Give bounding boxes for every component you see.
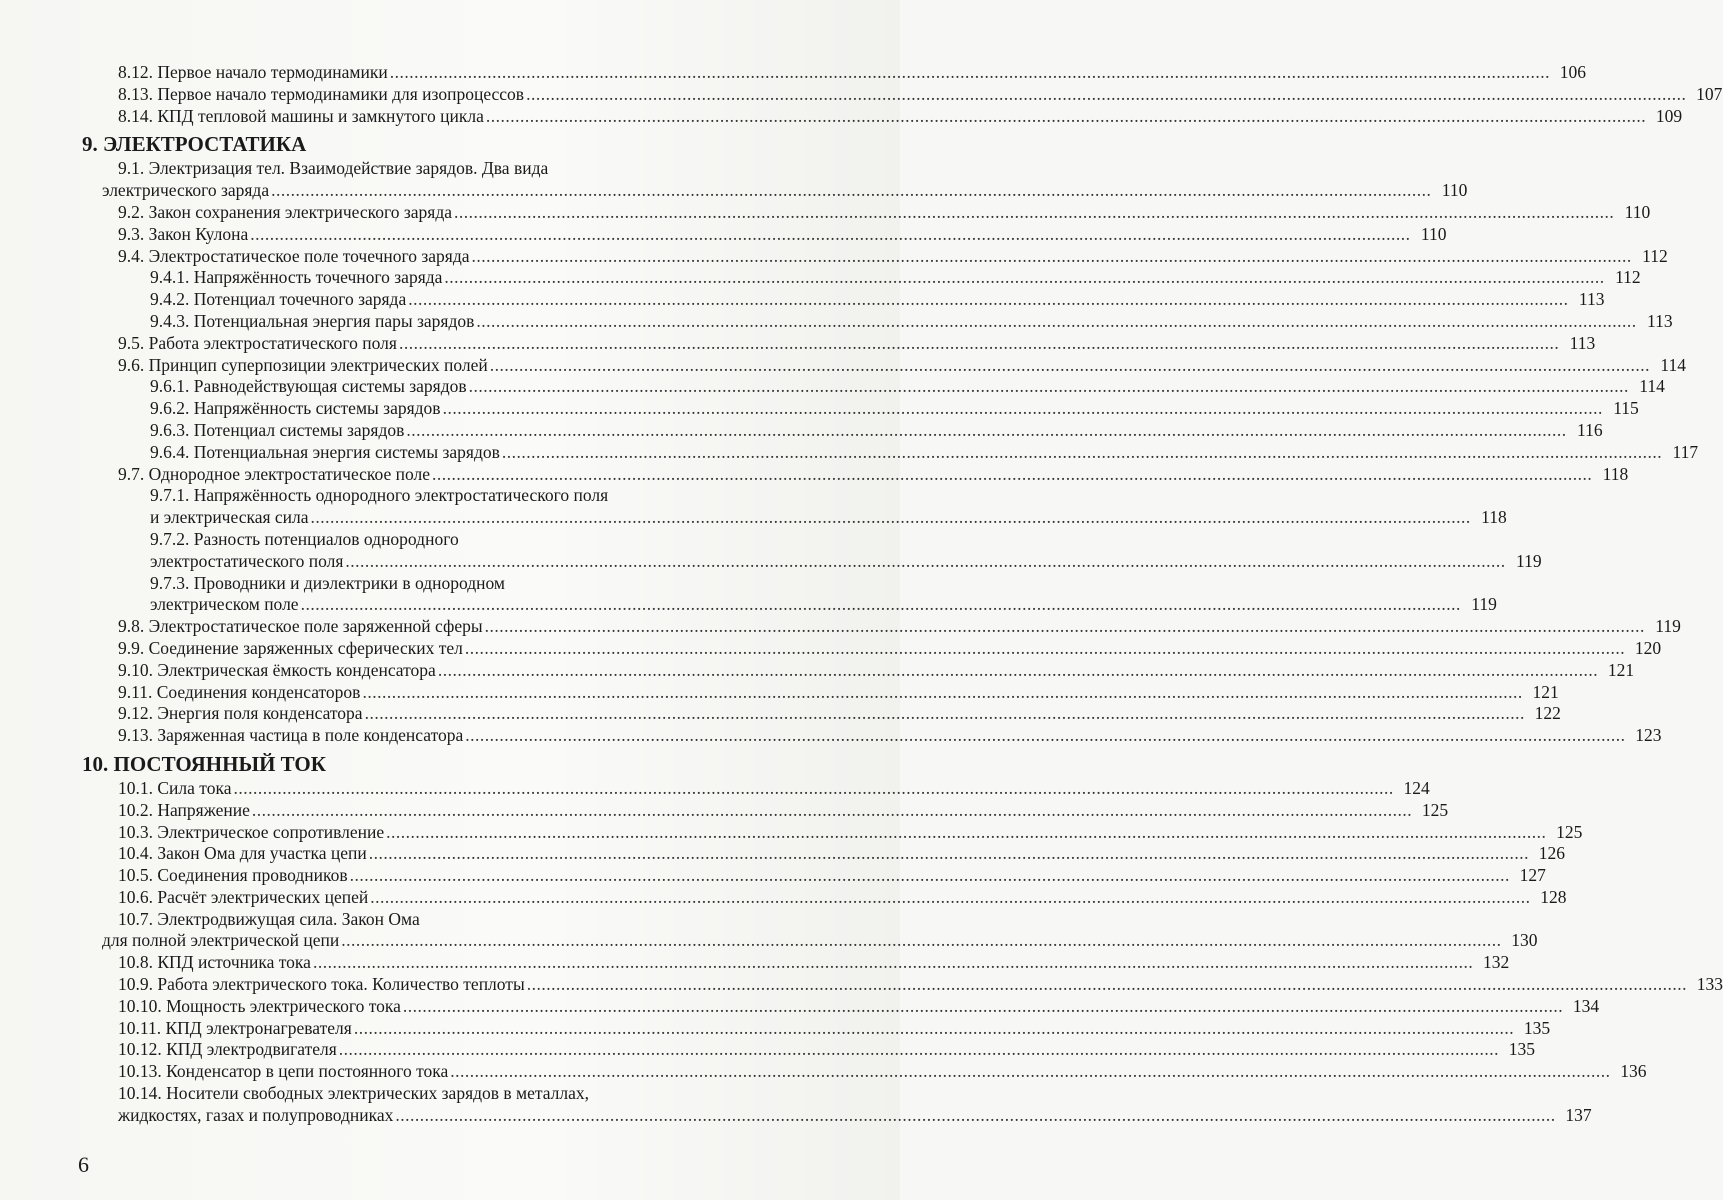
toc-entry: 9.8. Электростатическое поле заряженной сферы ..... 119	[0, 616, 978, 638]
page-ref: 112	[1615, 267, 1641, 288]
page-ref: 107	[1696, 83, 1723, 104]
toc-entry: 8.13. Первое начало термодинамики для изопроцессов ..... 107	[0, 84, 978, 106]
page-ref: 135	[1523, 1017, 1551, 1038]
toc-entry: 10.11. КПД электронагревателя ..... 135	[0, 1018, 978, 1040]
page-ref: 113	[1578, 289, 1605, 310]
page-ref: 118	[1481, 507, 1507, 528]
toc-entry: электрического заряда ..... 110	[0, 180, 962, 202]
toc-entry: 9.11. Соединения конденсаторов ..... 121	[0, 682, 978, 704]
page-ref: 109	[1655, 105, 1683, 126]
toc-entry-line: 10.14. Носители свободных электрических зарядов в металлах,	[118, 1083, 590, 1104]
page-ref: 116	[1577, 419, 1603, 440]
page-ref: 123	[1635, 725, 1662, 746]
page-ref: 128	[1540, 886, 1567, 907]
toc-subentry-line: 9.7.2. Разность потенциалов однородного	[150, 528, 459, 549]
page-ref: 110	[1420, 223, 1447, 244]
page-ref: 121	[1532, 681, 1559, 702]
toc-entry: 10.4. Закон Ома для участка цепи ..... 126	[0, 843, 978, 865]
page-ref: 132	[1482, 952, 1510, 973]
toc-entry-line: 10.7. Электродвижущая сила. Закон Ома	[118, 908, 420, 929]
page-ref: 110	[1624, 201, 1651, 222]
page-ref: 115	[1613, 398, 1639, 419]
toc-entry: 8.12. Первое начало термодинамики ..... 106	[0, 62, 978, 84]
page-ref: 114	[1660, 354, 1686, 375]
page-ref: 124	[1403, 777, 1430, 798]
toc-entry: 9.9. Соединение заряженных сферических тел ..... 120	[0, 638, 978, 660]
toc-entry: 10.13. Конденсатор в цепи постоянного тока ..... 136	[0, 1061, 978, 1083]
toc-subentry: электрическом поле ..... 119	[0, 594, 1010, 616]
toc-subentry: и электрическая сила ..... 118	[0, 507, 1010, 529]
toc-subentry: 9.4.3. Потенциальная энергия пары зарядов ..... 113	[0, 311, 1010, 333]
page-ref: 110	[1441, 180, 1468, 201]
page-ref: 118	[1602, 463, 1629, 484]
toc-subentry: 9.6.2. Напряжённость системы зарядов ..... 115	[0, 398, 1010, 420]
toc-entry: 9.12. Энергия поля конденсатора ..... 122	[0, 703, 978, 725]
page-ref: 114	[1639, 376, 1665, 397]
page-ref: 119	[1471, 594, 1497, 615]
toc-entry: 9.3. Закон Кулона ..... 110	[0, 224, 978, 246]
page-ref: 127	[1519, 865, 1546, 886]
toc-entry: 10.6. Расчёт электрических цепей ..... 128	[0, 887, 978, 909]
toc-subentry: 9.6.4. Потенциальная энергия системы зарядов ..... 117	[0, 442, 1010, 464]
toc-entry: 9.2. Закон сохранения электрического заряда ..... 110	[0, 202, 978, 224]
toc-entry-line: 9.1. Электризация тел. Взаимодействие зарядов. Два вида	[118, 158, 549, 179]
toc-entry: 9.7. Однородное электростатическое поле ..... 118	[0, 464, 978, 486]
toc-entry: 10.1. Сила тока ..... 124	[0, 778, 978, 800]
page-ref: 134	[1572, 995, 1600, 1016]
toc-entry: 10.2. Напряжение ..... 125	[0, 800, 978, 822]
page-ref: 117	[1672, 441, 1699, 462]
page-ref: 136	[1620, 1061, 1647, 1082]
toc-entry: 9.6. Принцип суперпозиции электрических полей ..... 114	[0, 355, 978, 377]
toc-entry: жидкостях, газах и полупроводниках ..... 137	[0, 1105, 978, 1127]
page-ref: 119	[1516, 550, 1542, 571]
toc-entry: 10.3. Электрическое сопротивление ..... 125	[0, 822, 978, 844]
section-heading-9: 9. ЭЛЕКТРОСТАТИКА	[82, 132, 307, 157]
toc-entry: 10.5. Соединения проводников ..... 127	[0, 865, 978, 887]
page-ref: 130	[1511, 930, 1538, 951]
page-ref: 113	[1647, 310, 1673, 331]
toc-entry: 10.10. Мощность электрического тока ..... 134	[0, 996, 978, 1018]
page-ref: 122	[1534, 703, 1561, 724]
toc-entry: 8.14. КПД тепловой машины и замкнутого цикла ..... 109	[0, 106, 978, 128]
page-ref: 125	[1421, 799, 1449, 820]
page-ref: 135	[1508, 1039, 1536, 1060]
page-ref: 125	[1556, 821, 1583, 842]
toc-entry: для полной электрической цепи ..... 130	[0, 930, 962, 952]
page-ref: 121	[1607, 659, 1635, 680]
page-ref: 106	[1559, 62, 1586, 82]
toc-subentry: электростатического поля ..... 119	[0, 551, 1010, 573]
toc-entry: 10.12. КПД электродвигателя ..... 135	[0, 1039, 978, 1061]
toc-subentry: 9.4.1. Напряжённость точечного заряда ..... 112	[0, 267, 1010, 289]
toc-subentry: 9.6.3. Потенциал системы зарядов ..... 116	[0, 420, 1010, 442]
page-ref: 113	[1569, 332, 1596, 353]
toc-entry: 9.5. Работа электростатического поля ..... 113	[0, 333, 978, 355]
toc-entry: 10.9. Работа электрического тока. Количество теплоты ..... 133	[0, 974, 978, 996]
toc-entry: 9.13. Заряженная частица в поле конденсатора ..... 123	[0, 725, 978, 747]
table-of-contents	[0, 62, 1723, 1127]
toc-entry: 9.10. Электрическая ёмкость конденсатора ..... 121	[0, 660, 978, 682]
toc-subentry: 9.4.2. Потенциал точечного заряда ..... 113	[0, 289, 1010, 311]
page-ref: 126	[1538, 843, 1566, 864]
toc-entry: 10.8. КПД источника тока ..... 132	[0, 952, 978, 974]
page-ref: 112	[1642, 245, 1668, 266]
toc-entry: 9.4. Электростатическое поле точечного заряда ..... 112	[0, 246, 978, 268]
page-ref: 137	[1565, 1104, 1592, 1125]
toc-subentry-line: 9.7.3. Проводники и диэлектрики в однородном	[150, 572, 506, 593]
section-heading-10: 10. ПОСТОЯННЫЙ ТОК	[82, 751, 326, 776]
toc-subentry-line: 9.7.1. Напряжённость однородного электростатического поля	[150, 485, 609, 506]
page-ref: 119	[1655, 616, 1681, 637]
page-ref: 133	[1696, 974, 1723, 995]
page-ref: 120	[1634, 637, 1662, 658]
page-number: 6	[78, 1152, 89, 1177]
toc-subentry: 9.6.1. Равнодействующая системы зарядов ..... 114	[0, 376, 1010, 398]
